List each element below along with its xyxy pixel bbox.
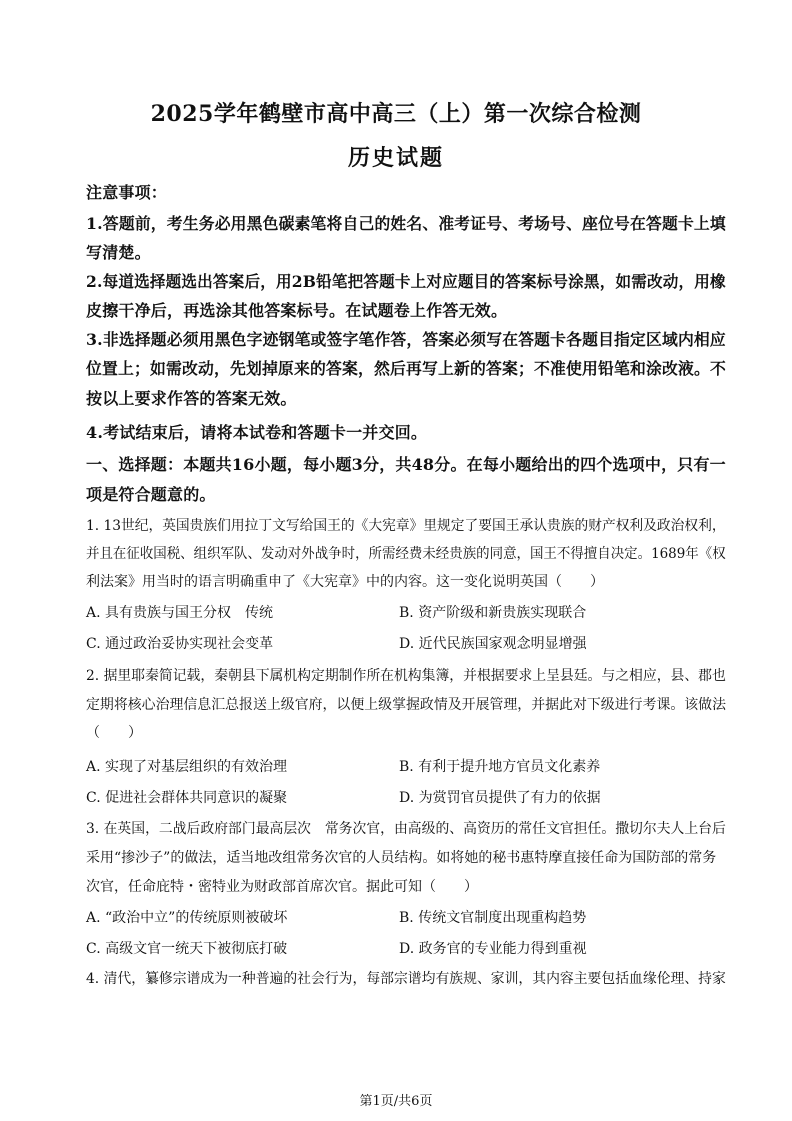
q3-option-a: A. “政治中立”的传统原则被破坏: [86, 910, 288, 926]
notice-item-2-cont: 皮擦干净后，再选涂其他答案标号。在试题卷上作答无效。: [86, 301, 508, 320]
q1-option-b: B. 资产阶级和新贵族实现联合: [399, 605, 587, 621]
q2-option-b: B. 有利于提升地方官员文化素养: [399, 759, 601, 775]
q2-option-c: C. 促进社会群体共同意识的凝聚: [86, 790, 288, 806]
q2-option-a: A. 实现了对基层组织的有效治理: [86, 759, 288, 775]
q2-stem-line3: （ ）: [86, 725, 142, 741]
notice-item-1-cont: 写清楚。: [86, 243, 151, 262]
notice-item-4: 4.考试结束后，请将本试卷和答题卡一并交回。: [86, 423, 428, 442]
exam-title: 2025学年鹤壁市高中高三（上）第一次综合检测: [150, 101, 642, 127]
q4-stem-line1: 4. 清代，纂修宗谱成为一种普遍的社会行为，每部宗谱均有族规、家训，其内容主要包括血缘伦理、持家: [86, 971, 726, 987]
notice-item-3-cont: 位置上；如需改动，先划掉原来的答案，然后再写上新的答案；不准使用铅笔和涂改液。不: [86, 359, 727, 378]
notice-item-3-cont2: 按以上要求作答的答案无效。: [86, 389, 297, 408]
q2-stem-line1: 2. 据里耶秦简记载，秦朝县下属机构定期制作所在机构集簿，并根据要求上呈县廷。与之相应，县、郡也: [86, 668, 726, 684]
q3-stem-line3: 次官，任命庇特・密特业为财政部首席次官。据此可知（ ）: [86, 879, 478, 895]
q2-stem-line2: 定期将核心治理信息汇总报送上级官府，以便上级掌握政情及开展管理，并据此对下级进行考课。该做法: [86, 697, 727, 713]
q3-stem-line1: 3. 在英国，二战后政府部门最高层次 常务次官，由高级的、高资历的常任文官担任。撒切尔夫人上台后: [86, 821, 726, 837]
notice-item-2: 2.每道选择题选出答案后，用2B铅笔把答题卡上对应题目的答案标号涂黑，如需改动，用橡: [86, 272, 726, 291]
notice-heading: 注意事项：: [86, 183, 168, 202]
q1-option-d: D. 近代民族国家观念明显增强: [399, 636, 587, 652]
page-number: 第1页/共6页: [359, 1094, 433, 1109]
q3-option-d: D. 政务官的专业能力得到重视: [399, 941, 587, 957]
notice-item-3: 3.非选择题必须用黑色字迹钢笔或签字笔作答，答案必须写在答题卡各题目指定区域内相应: [86, 330, 726, 349]
notice-item-1: 1.答题前，考生务必用黑色碳素笔将自己的姓名、准考证号、考场号、座位号在答题卡上填: [86, 214, 726, 233]
section-heading: 一、选择题：本题共16小题，每小题3分，共48分。在每小题给出的四个选项中，只有一: [86, 455, 726, 474]
q3-option-c: C. 高级文官一统天下被彻底打破: [86, 941, 288, 957]
q2-option-d: D. 为赏罚官员提供了有力的依据: [399, 790, 601, 806]
q1-option-c: C. 通过政治妥协实现社会变革: [86, 636, 274, 652]
q3-option-b: B. 传统文官制度出现重构趋势: [399, 910, 587, 926]
q1-stem-line1: 1. 13世纪，英国贵族们用拉丁文写给国王的《大宪章》里规定了要国王承认贵族的财产权利及政治权利，: [86, 518, 726, 534]
q1-stem-line3: 利法案》用当时的语言明确重申了《大宪章》中的内容。这一变化说明英国（ ）: [86, 574, 604, 590]
section-heading-cont: 项是符合题意的。: [86, 485, 216, 504]
q3-stem-line2: 采用“掺沙子”的做法，适当地改组常务次官的人员结构。如将她的秘书惠特摩直接任命为国防部的常务: [86, 850, 717, 866]
q1-stem-line2: 并且在征收国税、组织军队、发动对外战争时，所需经费未经贵族的同意，国王不得擅自决定。1689年《权: [86, 546, 726, 562]
q1-option-a: A. 具有贵族与国王分权 传统: [86, 605, 274, 621]
exam-subtitle: 历史试题: [347, 145, 444, 171]
